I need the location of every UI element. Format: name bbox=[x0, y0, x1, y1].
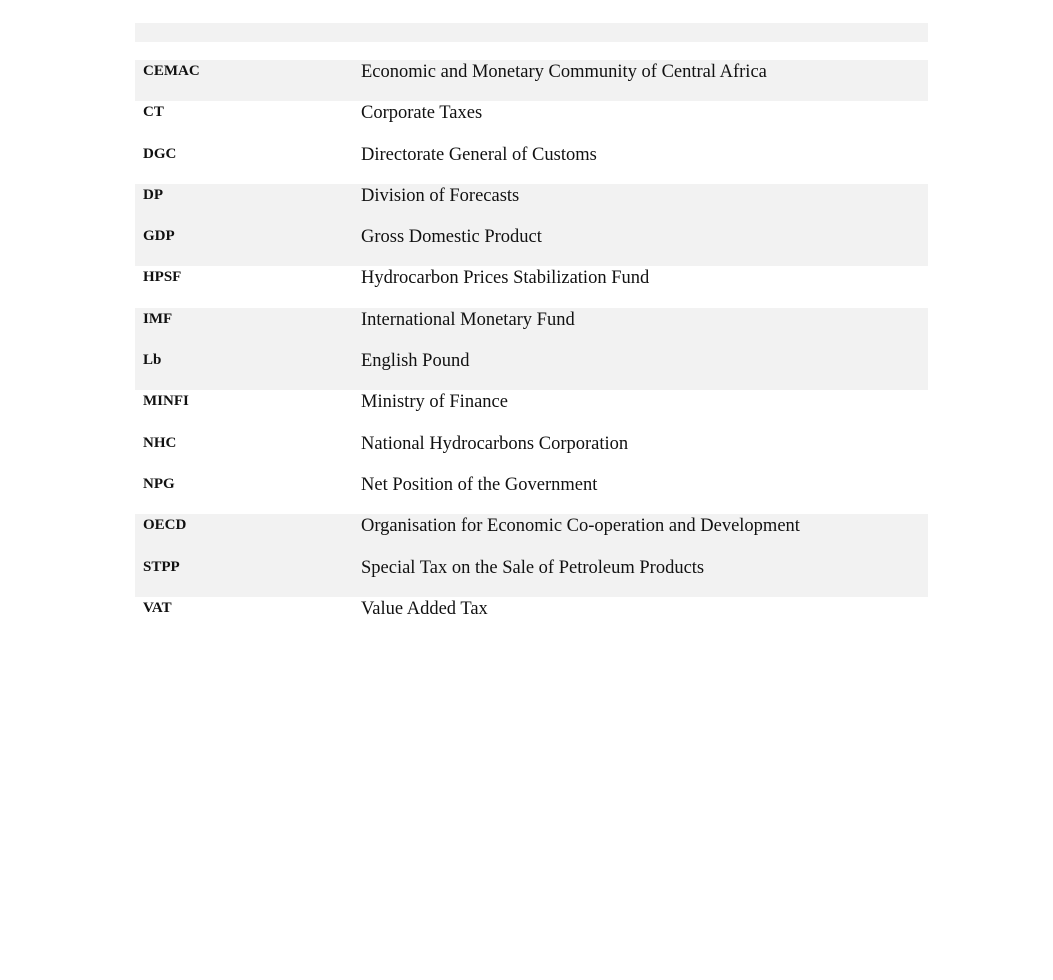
abbreviation: DGC bbox=[143, 145, 177, 162]
definition: Corporate Taxes bbox=[361, 103, 483, 124]
abbreviation: CT bbox=[143, 104, 164, 121]
definition: English Pound bbox=[361, 351, 470, 372]
table-row bbox=[135, 349, 928, 390]
definition: Ministry of Finance bbox=[361, 392, 508, 413]
table-row bbox=[135, 101, 928, 142]
table-row bbox=[135, 514, 928, 555]
definition: Special Tax on the Sale of Petroleum Products bbox=[361, 557, 705, 578]
definition: Organisation for Economic Co-operation and Development bbox=[361, 516, 800, 537]
definition: Directorate General of Customs bbox=[361, 144, 597, 165]
abbreviation: IMF bbox=[143, 310, 173, 327]
table-row bbox=[135, 308, 928, 349]
table-row bbox=[135, 432, 928, 473]
abbreviation: CEMAC bbox=[143, 63, 200, 79]
abbreviation: GDP bbox=[143, 228, 175, 245]
table-row bbox=[135, 556, 928, 597]
definition: Gross Domestic Product bbox=[361, 227, 542, 248]
definition: Net Position of the Government bbox=[361, 474, 598, 495]
abbreviation: Lb bbox=[143, 352, 162, 369]
table-row bbox=[135, 143, 928, 184]
table-header-band bbox=[135, 23, 928, 42]
abbreviations-table bbox=[135, 60, 928, 638]
definition: Economic and Monetary Community of Central Africa bbox=[361, 62, 767, 82]
table-row bbox=[135, 390, 928, 431]
table-row bbox=[135, 225, 928, 266]
abbreviation: VAT bbox=[143, 599, 172, 616]
table-row bbox=[135, 597, 928, 638]
definition: Value Added Tax bbox=[361, 598, 488, 619]
abbreviation: HPSF bbox=[143, 269, 182, 286]
table-row bbox=[135, 266, 928, 307]
abbreviation: DP bbox=[143, 186, 163, 203]
abbreviation: STPP bbox=[143, 558, 180, 575]
definition: Hydrocarbon Prices Stabilization Fund bbox=[361, 268, 650, 289]
definition: International Monetary Fund bbox=[361, 309, 575, 330]
table-row bbox=[135, 473, 928, 514]
table-row bbox=[135, 184, 928, 225]
abbreviation: NHC bbox=[143, 434, 177, 451]
abbreviation: MINFI bbox=[143, 393, 189, 410]
abbreviation: OECD bbox=[143, 517, 187, 534]
definition: Division of Forecasts bbox=[361, 185, 520, 206]
definition: National Hydrocarbons Corporation bbox=[361, 433, 629, 454]
abbreviation: NPG bbox=[143, 475, 175, 492]
table-row bbox=[135, 60, 928, 101]
